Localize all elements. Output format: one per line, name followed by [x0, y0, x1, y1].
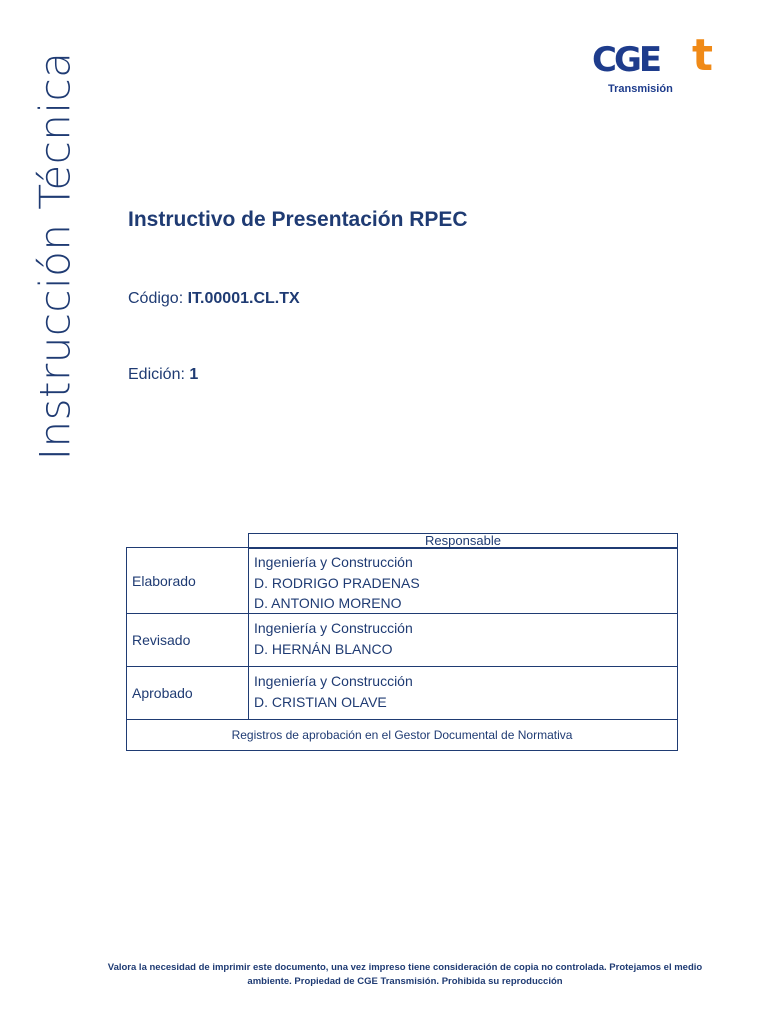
footer-line: Valora la necesidad de imprimir este documento, una vez impreso tiene consideración de copia no controlada. Protejamos el medio [107, 962, 703, 973]
codigo-value: IT.00001.CL.TX [187, 290, 300, 307]
responsable-line: D. CRISTIAN OLAVE [254, 693, 387, 710]
row-label: Aprobado [127, 667, 249, 719]
row-responsables [254, 552, 420, 614]
logo-subtitle: Transmisión [608, 83, 673, 95]
table-row-revisado [126, 613, 678, 667]
responsable-line: D. HERNÁN BLANCO [254, 640, 393, 657]
document-title: Instructivo de Presentación RPEC [128, 208, 468, 231]
company-logo [592, 30, 716, 98]
codigo-label: Código: [128, 290, 184, 307]
side-title: Instrucción Técnica [30, 51, 80, 461]
edicion-label: Edición: [128, 366, 185, 383]
edicion-line [128, 366, 198, 384]
responsable-line: Ingeniería y Construcción [254, 673, 413, 689]
footer-line: ambiente. Propiedad de CGE Transmisión. Prohibida su reproducción [247, 976, 563, 987]
row-label: Elaborado [127, 548, 249, 613]
logo-wordmark: CGE [592, 40, 660, 80]
row-label: Revisado [127, 614, 249, 666]
edicion-value: 1 [189, 366, 199, 383]
responsable-line: Ingeniería y Construcción [254, 554, 413, 570]
responsable-line: Ingeniería y Construcción [254, 620, 413, 636]
table-row-aprobado [126, 666, 678, 720]
row-responsables [254, 671, 413, 712]
responsable-line: D. ANTONIO MORENO [254, 595, 402, 611]
logo-mark: t [692, 30, 714, 81]
table-header-responsable: Responsable [248, 533, 678, 549]
table-row-elaborado [126, 547, 678, 614]
footer-notice [90, 961, 720, 989]
table-row-note [126, 719, 678, 751]
codigo-line [128, 290, 300, 308]
row-responsables [254, 618, 413, 659]
approval-note: Registros de aprobación en el Gestor Documental de Normativa [231, 728, 573, 742]
responsable-line: D. RODRIGO PRADENAS [254, 574, 420, 591]
